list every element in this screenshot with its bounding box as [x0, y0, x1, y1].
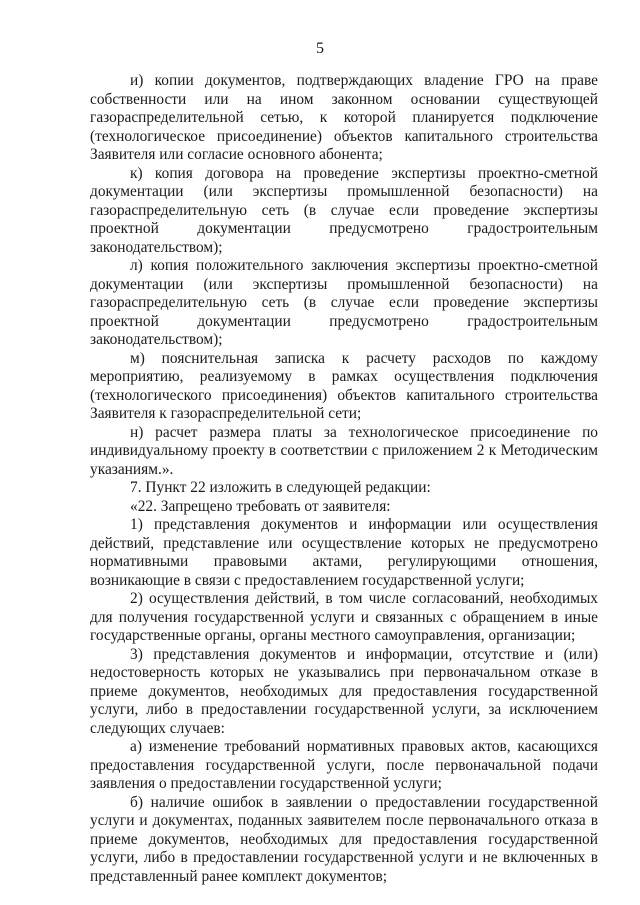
paragraph-item-n: н) расчет размера платы за технологическое присоединение по индивидуальному проекту в соответствии с приложением 2 к Методическим указаниям.».: [90, 423, 598, 478]
paragraph-item-i: и) копии документов, подтверждающих владение ГРО на праве собственности или на ином законном основании существующей газораспределительной сетью, к которой планируется подключение (технологическое присоединение) объектов капитального строительства Заявителя или согласие основного абонента;: [90, 72, 598, 163]
paragraph-point-7: 7. Пункт 22 изложить в следующей редакции:: [130, 479, 431, 496]
paragraph-point-22-heading: «22. Запрещено требовать от заявителя:: [130, 497, 391, 515]
page-number: 5: [316, 40, 324, 57]
paragraph-item-l: л) копия положительного заключения экспертизы проектно-сметной документации (или экспертизы промышленной безопасности) на газораспределительную сеть (в случае если проведение экспертизы проектной документации предусмотрено градостроительным законодательством);: [90, 257, 598, 348]
paragraph-subitem-1: 1) представления документов и информации или осуществления действий, представление или осуществление которых не предусмотрено нормативными правовыми актами, регулирующими отношения, возникающие в связи с предоставлением государственной услуги;: [90, 516, 598, 589]
paragraph-item-m: м) пояснительная записка к расчету расходов по каждому мероприятию, реализуемому в рамках осуществления подключения (технологического присоединения) объектов капитального строительства Заявителя к газораспределительной сети;: [90, 349, 598, 422]
paragraph-subitem-3: 3) представления документов и информации, отсутствие и (или) недостоверность которых не указывались при первоначальном отказе в приеме документов, необходимых для предоставления государственной услуги, либо в предоставлении государственной услуги, за исключением следующих случаев:: [90, 645, 598, 737]
paragraph-subitem-2: 2) осуществления действий, в том числе согласований, необходимых для получения государственной услуги и связанных с обращением в иные государственные органы, органы местного самоуправления, организации;: [90, 590, 598, 644]
paragraph-subitem-a: а) изменение требований нормативных правовых актов, касающихся предоставления государственной услуги, после первоначальной подачи заявления о предоставлении государственной услуги;: [90, 738, 598, 792]
document-body: [90, 72, 598, 886]
paragraph-item-k: к) копия договора на проведение экспертизы проектно-сметной документации (или экспертизы промышленной безопасности) на газораспределительную сеть (в случае если проведение экспертизы проектной документации предусмотрено градостроительным законодательством);: [90, 164, 598, 256]
paragraph-subitem-b: б) наличие ошибок в заявлении о предоставлении государственной услуги и документах, поданных заявителем после первоначального отказа в приеме документов, необходимых для предоставления государственной услуги, либо в предоставлении государственной услуги и не включенных в представленный ранее комплект документов;: [90, 793, 598, 885]
